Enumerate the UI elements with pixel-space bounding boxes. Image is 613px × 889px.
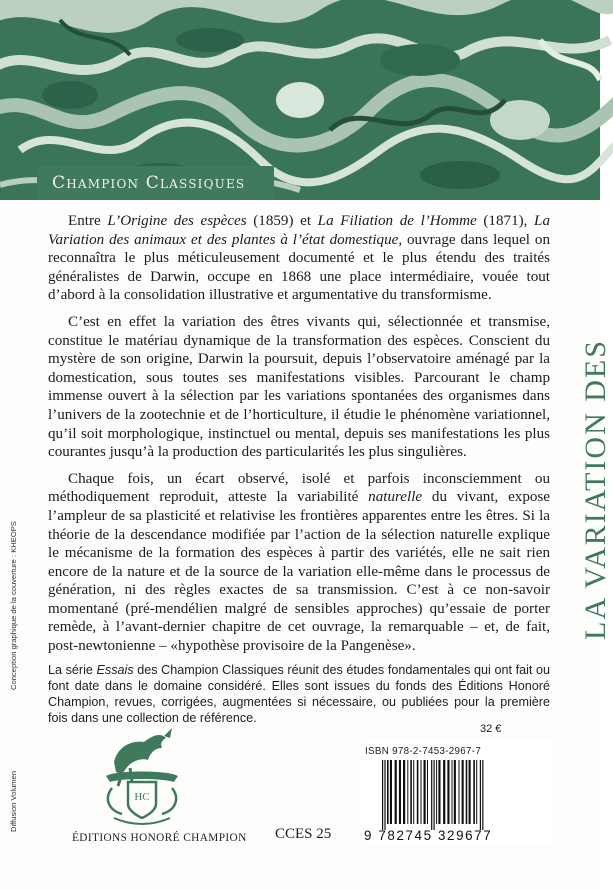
blurb-text-run: , ouvrage dans lequel on reconnaîtra le plus méticuleusement documenté et le plus étendu des traités généralistes de Darwin, occupe en 1868 une place intermédiaire, vouée tout d’abord à la consolidation illustrative et argumentative du transformisme. [48, 231, 550, 304]
barcode-bar [443, 760, 445, 824]
barcode-bar [469, 760, 471, 824]
collection-code: CCES 25 [275, 826, 332, 842]
barcode-bar [466, 760, 468, 824]
barcode-bar [462, 760, 464, 824]
barcode-bar [447, 760, 449, 824]
spine-title [576, 339, 612, 640]
series-note [48, 662, 550, 726]
cover-design-credit-text: Conception graphique de la couverture : KHEOPS [9, 521, 18, 690]
barcode-bar [459, 760, 460, 824]
isbn-label: ISBN 978-2-7453-2967-7 [365, 746, 482, 757]
series-note-paragraph [48, 662, 550, 726]
publisher-name: ÉDITIONS HONORÉ CHAMPION [72, 832, 247, 844]
barcode-bar [434, 760, 435, 830]
barcode-digits: 9 782745 329677 [364, 828, 493, 843]
book-title-origine: L’Origine des espèces [107, 213, 247, 229]
distribution-credit-text: Diffusion Volumen [9, 770, 18, 832]
barcode-bar [436, 760, 437, 824]
book-title-filiation: La Filiation de l’Homme [317, 213, 477, 229]
blurb-paragraph-1 [48, 212, 550, 305]
barcode-bar [407, 760, 408, 824]
barcode-bar [387, 760, 389, 824]
barcode-bar [424, 760, 426, 824]
series-name: Champion Classiques [52, 173, 246, 193]
barcode-bar [438, 760, 440, 824]
barcode-bar [417, 760, 419, 824]
price: 32 € [480, 723, 502, 735]
barcode-bar [403, 760, 405, 824]
barcode-bar [410, 760, 412, 824]
barcode-bar [427, 760, 428, 824]
spine-title-text: LA VARIATION DES [579, 339, 612, 640]
barcode-bar [454, 760, 456, 824]
blurb-text-run: Chaque fois, un écart observé, isolé et parfois inconsciemment ou méthodiquement reproduit, atteste la variabilité [48, 470, 550, 506]
barcode-bar [473, 760, 475, 824]
barcode-bar [413, 760, 414, 824]
blurb-text-run: (1871), [476, 213, 535, 229]
barcode-bar [384, 760, 385, 830]
barcode-bar [482, 760, 483, 830]
series-note-run: La série [48, 663, 97, 677]
barcode-bar [476, 760, 477, 824]
barcode-bar [382, 760, 383, 830]
barcode-bar [480, 760, 481, 830]
isbn-barcode [378, 760, 548, 832]
series-note-essais: Essais [96, 663, 134, 677]
barcode-bar [399, 760, 401, 824]
barcode-bar [395, 760, 397, 824]
barcode-bar [390, 760, 392, 824]
blurb-text [48, 212, 550, 664]
emphasis-naturelle: naturelle [368, 489, 423, 506]
barcode-bar [421, 760, 422, 824]
barcode-bar [452, 760, 453, 824]
logo-monogram: HC [134, 791, 150, 803]
blurb-text-run: du vivant, expose l’ampleur de sa plasticité et relativise les frontières apparentes entre les êtres. Si la théorie de la descendance modifiée par l’action de la sélection naturelle explique le mécanisme de la formation des espèces à partir des variétés, elle ne sait rien encore de la nature et de la source de la variation elle-même dans le processus de génération, ni des règles exactes de sa transmission. C’est à ce non-savoir momentané (pré-mendélien malgré de sensibles approches) qu’essaie de porter remède, à l’avant-dernier chapitre de cet ouvrage, la remarquable – et, de fait, post-newtonienne – «hypothèse provisoire de la Pangenèse». [48, 489, 550, 655]
blurb-text-run: (1859) et [246, 213, 318, 229]
blurb-paragraph-2: C’est en effet la variation des êtres vivants qui, sélectionnée et transmise, constitue le matériau dynamique de la transformation des espèces. Conscient du mystère de son origine, Darwin la poursuit, depuis l’observatoire aménagé par la domestication, sous toutes ses manifestations visibles. Parcourant le champ immense ouvert à la sélection par les variations spontanées des organismes dans l’univers de la zootechnie et de l’horticulture, il étudie le phénomène variationnel, qu’il soit morphologique, instinctuel ou mental, depuis ses manifestations les plus courantes jusqu’à la production des particularités les plus singulières. [48, 313, 550, 461]
horse-heraldic-logo-icon [92, 718, 192, 828]
blurb-paragraph-3 [48, 470, 550, 656]
barcode-bar [431, 760, 432, 830]
blurb-text-run: Entre [68, 213, 108, 229]
series-note-run: des Champion Classiques réunit des études fondamentales qui ont fait ou font date dans le domaine considéré. Elles sont issues du fonds des Éditions Honoré Champion, revues, corrigées, augmentées si nécessaire, ou publiées pour la première fois dans une collection de référence. [48, 663, 550, 726]
book-title-variation: La Variation des animaux et des plantes à l’état domestique [48, 213, 550, 248]
